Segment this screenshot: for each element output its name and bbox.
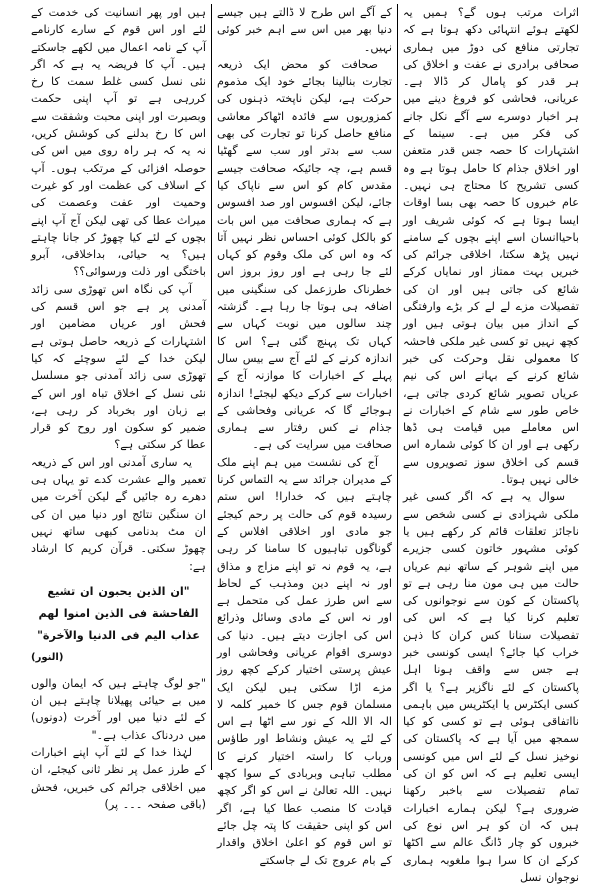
column-left bbox=[26, 4, 212, 811]
paragraph: سوال یہ ہے کہ اگر کسی غیر ملکی شہزادی نے کسی شخص سے ناجائز تعلقات قائم کر رکھے ہیں یا کوئی مشہور خاتون کسی جزیرے میں اپنے شوہر کے ساتھ نیم عریاں حالت میں ہی مون منا رہی ہے تو پاکستان کے کون سے نوجوانوں کی تعلیم کرنا کیا ہے کہ اس کی تفصیلات سنانا کس کران کا ذہن خراب کیا جائے؟ ایسی کونسی خبر ہے جس سے واقف ہونا اہل پاکستان کے لئے ناگزیر ہے؟ یا اگر کسی ایکٹرس یا ایکٹریس میں باہمی نااتفاقی ہوئی ہے تو کسی کو کیا سمجھ میں آیا ہے کہ پاکستان کی نوخیز نسل کے لئے اس میں کونسی ایسی تعلیم ہے کہ اس کو ان کی تمام تفصیلات سے باخبر رکھنا ضروری ہے؟ لیکن ہمارے اخبارات ہیں کہ ان کو ہر اس نوع کی خبروں کو چار ڈانگ عالم سے اکٹھا کرکے ان کا سرا ہوا ملغوبہ ہماری نوجوان نسل bbox=[403, 490, 579, 884]
column-middle bbox=[212, 4, 398, 867]
paragraph: آپ کی نگاہ اس تھوڑی سی زائد آمدنی پر ہے جو اس قسم کی فحش اور عریاں مضامین اور اشتہارات کے ذریعہ حاصل ہوتی ہے لیکن خدا کے لئے سوچئے کہ کیا تھوڑی سی زائد آمدنی جو مسلسل نئی نسل کے اخلاق تباہ اور اس کے بے زبان اور بخرباد کر رہی ہے، ضمیر کو سکون اور روح کو قرار عطا کر سکتی ہے؟ bbox=[31, 282, 206, 452]
column-right bbox=[398, 4, 584, 884]
paragraph: لہٰذا خدا کے لئے آپ اپنے اخبارات کے طرز عمل پر نظر ثانی کیجئے، ان میں اخلاقی جرائم کی خبریں، فحش (باقی صفحہ ۔۔۔ پر) bbox=[31, 745, 206, 811]
paragraph: یہ ساری آمدنی اور اس کے ذریعہ تعمیر والے عشرت کدے تو یہاں ہی دھرے رہ جائیں گے لیکن آخرت میں ان سنگین نتائج اور دنیا میں ان کی ان مٹ بدنامی کبھی ساتھ نہیں چھوڑ سکتی۔ قرآن کریم کا ارشاد ہے: bbox=[31, 455, 206, 573]
columns-container bbox=[6, 4, 584, 884]
paragraph: کے آگے اس طرح لا ڈالتے ہیں جیسے دنیا بھر میں اس سے اہم خبر کوئی نہیں۔ bbox=[217, 6, 392, 54]
paragraph: آج کی نشست میں ہم اپنے ملک کے مدیران جرائد سے یہ التماس کرنا چاہتے ہیں کہ خدارا! اس ستم رسیدہ قوم کی حالت پر رحم کیجئے جو مادی اور اخلاقی افلاس کے گوناگوں تباہیوں کا سامنا کر رہی ہے، یہ قوم نہ تو اپنے مزاج و مذاق اور نہ اپنے دین ومذہب کے لحاظ سے اس طرز عمل کی متحمل ہے اور نہ اس کے مادی وسائل وذرائع اس کی اجازت دیتے ہیں۔ دنیا کی دوسری اقوام عریانی وفحاشی اور عیش پرستی اختیار کرکے کچھ روز مزے اڑا سکتی ہیں لیکن ایک مسلمان قوم جس کا خمیر کلمہ لا الہ الا اللہ کے نور سے اٹھا ہے اس کے لئے یہ عیش ونشاط اور طاؤس ورباب کا راستہ اختیار کرنے کا مطلب تباہی وبربادی کے سوا کچھ نہیں۔ اللہ تعالیٰ نے اس کو اگر کچھ قیادت کا منصب عطا کیا ہے، اگر اس کو اپنی حقیقت کا پتہ چل جائے تو اس قوم کو اعلیٰ اخلاق واقدار کے بام عروج تک لے جاسکتے bbox=[217, 455, 392, 867]
paragraph: صحافت کو محض ایک ذریعہ تجارت بنالینا بجائے خود ایک مذموم حرکت ہے، لیکن ناپختہ ذہنوں کی کمزوریوں سے فائدہ اٹھاکر معاشی منافع حاصل کرنا تو تجارت کی بھی سب سے بدتر اور سب سے گھٹیا قسم ہے، چہ جائیکہ صحافت جیسے مقدس کام کو اس سے ناپاک کیا جائے، لیکن افسوس اور صد افسوس ہے کہ ہماری صحافت میں اس بات کو بالکل کوئی احساس نظر نہیں آتا کہ وہ اس کی ملک وقوم کو کہاں لئے جا رہی ہے اور روز بروز اس خطرناک طرزعمل کی سنگینی میں اضافہ ہی ہوتا جا رہا ہے۔ گزشتہ چند سالوں میں نوبت کہاں سے کہاں تک پہنچ گئی ہے؟ اس کا اندازہ کرنے کے لئے آج سے بیس سال پہلے کے اخبارات کا موازنہ آج کے اخبارات سے کرکے دیکھ لیجئے! اندازہ ہوجائے گا کہ عریانی وفحاشی کے جذام نے کس رفتار سے ہماری صحافت میں سرایت کی ہے۔ bbox=[217, 57, 392, 452]
quran-verse bbox=[31, 581, 206, 669]
verse-source: (النور) bbox=[31, 651, 64, 663]
paragraph: "جو لوگ چاہتے ہیں کہ ایمان والوں میں بے حیائی پھیلانا چاہتے ہیں ان کے لئے دنیا میں اور آخرت (دونوں) میں دردناک عذاب ہے۔" bbox=[31, 676, 206, 742]
paragraph: اثرات مرتب ہوں گے؟ ہمیں یہ لکھتے ہوئے انتہائی دکھ ہوتا ہے کہ تجارتی منافع کی دوڑ میں ہماری صحافی برادری نے عفت و اخلاق کی ہر قدر کو پامال کر ڈالا ہے۔ عریانی، فحاشی کو فروغ دینے میں ہر اخبار دوسرے سے آگے نکل جانے کی فکر میں ہے۔ سینما کے اشتہارات کا حصہ جس قدر متعفن اور اخلاق جذام کا حامل ہوتا ہے وہ کسی تشریح کا محتاج ہی نہیں۔ عام خبروں کا حصہ بھی بسا اوقات ایسا ہوتا ہے کہ کوئی شریف اور باحیاانسان اسے اپنے بچوں کے سامنے نہیں پڑھ سکتا، اخلاقی جرائم کی خبریں بہت ممتاز اور نمایاں کرکے شائع کی جاتی ہیں اور ان کی تفصیلات مزے لے لے کر بڑے وارفتگی کے انداز میں بیان ہوتی ہیں اور کچھ نہیں تو کسی غیر ملکی فاحشہ کا معمولی نقل وحرکت کی خبر شائع کرنے کے بہانے اس کی نیم عریاں تصویر شائع کردی جاتی ہے، خاص طور سے شام کے اخبارات نے اس معاملے میں قیامت ہی ڈھا رکھی ہے اور ان کا کوئی شمارہ اس قسم کی اخلاق سوز تصویروں سے خالی نہیں ہوتا۔ bbox=[403, 6, 579, 487]
quran-verse-text: "ان الذین یحبون ان تشیع الفاحشة فی الذین امنوا لھم عذاب الیم فی الدنیا والآخرة" bbox=[37, 584, 200, 642]
paragraph: ہیں اور پھر انسانیت کی خدمت کے لئے اور اس قوم کے سارے کارنامے آپ کے نامہ اعمال میں لکھے جاسکتے ہیں۔ آپ کا فریضہ یہ ہے کہ اگر نئی نسل کسی غلط سمت کا رخ کررہی ہے تو آپ اپنی حکمت وبصیرت اور اپنی محبت وشفقت سے اس کا رخ بدلنے کی کوشش کریں، نہ یہ کہ ہر راہ روی میں اس کی حوصلہ افزائی کے مرتکب ہوں۔ آپ کے اسلاف کی عظمت اور کو غیرت وحمیت اور عفت وعصمت کی میراث عطا کی تھی لیکن آج آپ اپنے بچوں کے لئے کیا چھوڑ کر جانا چاہتے ہیں؟ یہ حیائی، بداخلاقی، آبرو باختگی اور ذلت ورسوائی؟؟ bbox=[31, 6, 206, 279]
